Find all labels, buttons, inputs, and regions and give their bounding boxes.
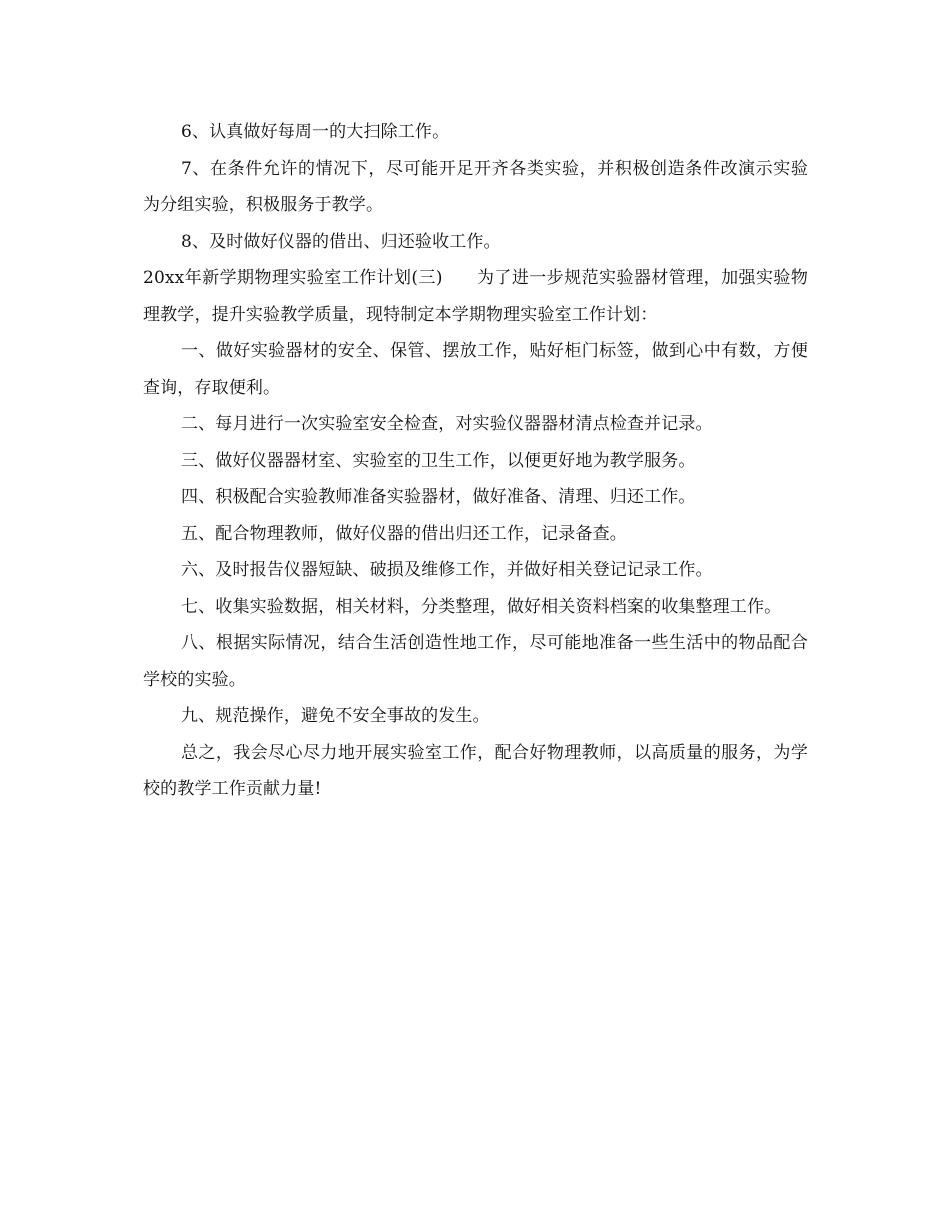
- plan-item-9: 九、规范操作，避免不安全事故的发生。: [181, 706, 490, 726]
- plan-item-5: 五、配合物理教师，做好仪器的借出归还工作，记录备查。: [181, 523, 627, 544]
- plan-item-2: 二、每月进行一次实验室安全检查，对实验仪器器材清点检查并记录。: [181, 414, 713, 434]
- plan-item-6: 六、及时报告仪器短缺、破损及维修工作，并做好相关登记记录工作。: [181, 560, 713, 580]
- plan-item-7: 七、收集实验数据，相关材料，分类整理，做好相关资料档案的收集整理工作。: [181, 596, 782, 617]
- section-heading-paragraph: [143, 260, 808, 333]
- paragraph-7: 7、在条件允许的情况下，尽可能开足开齐各类实验，并积极创造条件改演示实验为分组实验，积极服务于教学。: [143, 158, 808, 215]
- plan-item-1: 一、做好实验器材的安全、保管、摆放工作，贴好柜门标签，做到心中有数，方便查询，存取便利。: [143, 341, 808, 398]
- section-intro: 为了进一步规范实验器材管理，加强实验物理教学，提升实验教学质量，现特制定本学期物理实验室工作计划：: [143, 268, 808, 325]
- conclusion-paragraph: 总之，我会尽心尽力地开展实验室工作，配合好物理教师，以高质量的服务，为学校的教学工作贡献力量!: [143, 742, 808, 799]
- section-title: 20xx年新学期物理实验室工作计划(三): [143, 268, 443, 288]
- document-body: [143, 114, 808, 808]
- paragraph-6: 6、认真做好每周一的大扫除工作。: [181, 122, 450, 142]
- paragraph-8: 8、及时做好仪器的借出、归还验收工作。: [181, 231, 501, 252]
- plan-item-4: 四、积极配合实验教师准备实验器材，做好准备、清理、归还工作。: [181, 487, 696, 507]
- plan-item-8: 八、根据实际情况，结合生活创造性地工作，尽可能地准备一些生活中的物品配合学校的实验。: [143, 633, 808, 690]
- plan-item-3: 三、做好仪器器材室、实验室的卫生工作，以便更好地为教学服务。: [181, 450, 696, 471]
